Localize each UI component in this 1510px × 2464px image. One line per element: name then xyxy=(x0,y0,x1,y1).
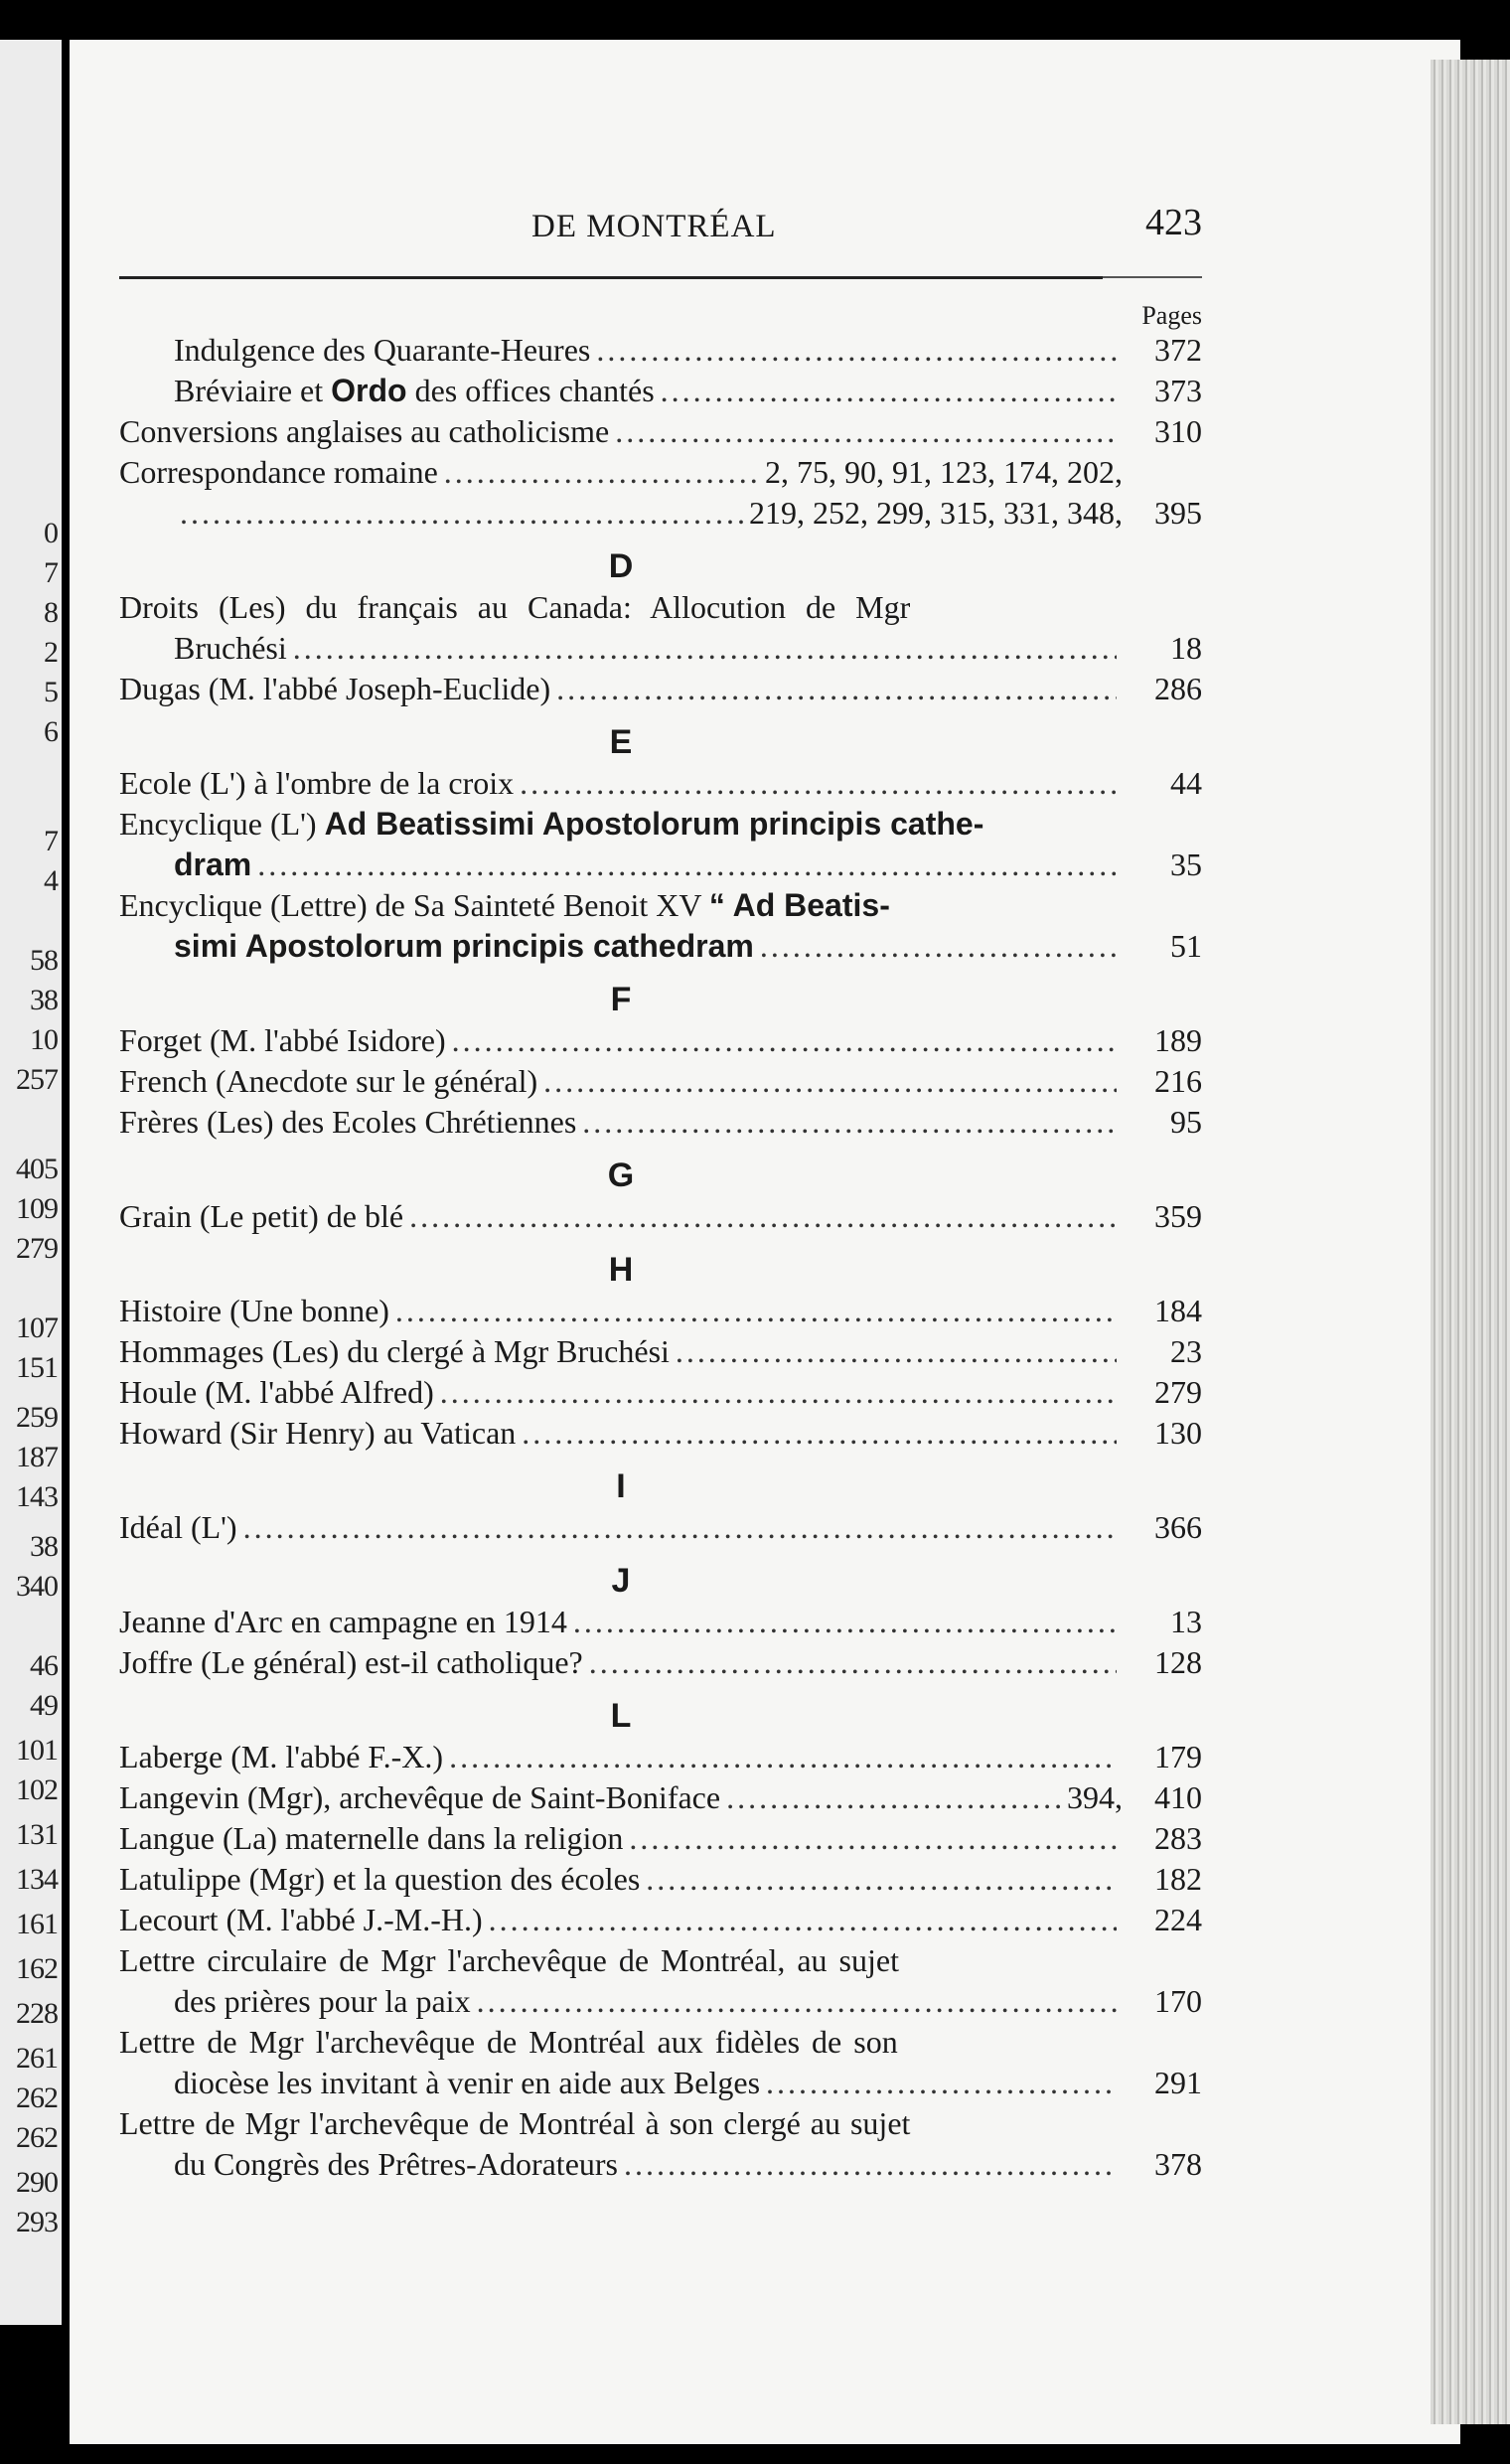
entry-page: 179 xyxy=(1154,1739,1202,1774)
entry-title: Idéal (L') xyxy=(119,1509,237,1545)
index-entry-continuation xyxy=(119,845,1202,885)
entry-title: Houle (M. l'abbé Alfred) xyxy=(119,1374,434,1410)
section-letter: E xyxy=(609,723,633,761)
entry-title: Lettre de Mgr l'archevêque de Montréal à son clergé au sujet xyxy=(119,2105,911,2141)
index-entry xyxy=(119,1940,1202,1981)
entry-title: simi Apostolorum principis cathedram xyxy=(174,928,754,964)
index-entry xyxy=(119,1900,1202,1940)
entry-page: 279 xyxy=(1154,1374,1202,1410)
running-title: DE MONTRÉAL xyxy=(531,209,777,244)
entry-title: Ecole (L') à l'ombre de la croix xyxy=(119,765,515,801)
entry-title: des prières pour la paix xyxy=(174,1983,471,2019)
previous-page-number: 107 xyxy=(16,1311,58,1344)
index-entry xyxy=(119,587,1202,628)
entry-title: Lettre de Mgr l'archevêque de Montréal aux fidèles de son xyxy=(119,2024,898,2060)
index-entry xyxy=(119,330,1202,371)
index-entry-continuation xyxy=(119,2144,1202,2185)
index-entry-continuation xyxy=(119,628,1202,669)
entry-title: diocèse les invitant à venir en aide aux Belges xyxy=(174,2065,761,2100)
page-number: 423 xyxy=(1145,202,1202,243)
entry-page: 410 xyxy=(1154,1779,1202,1815)
page-stack-edge xyxy=(1431,60,1510,2424)
entry-title: Grain (Le petit) de blé xyxy=(119,1198,404,1234)
entry-refs: 2, 75, 90, 91, 123, 174, 202, xyxy=(765,454,1123,490)
entry-page: 184 xyxy=(1154,1293,1202,1328)
leader-dots xyxy=(520,763,1117,804)
index-entry xyxy=(119,804,1202,845)
section-letter: F xyxy=(610,981,632,1018)
previous-page-number: 262 xyxy=(16,2081,58,2114)
leader-dots xyxy=(676,1331,1117,1372)
entry-title: Droits (Les) du français au Canada: Allocution de Mgr xyxy=(119,589,911,625)
previous-page-number: 6 xyxy=(44,715,58,748)
entry-page: 366 xyxy=(1154,1509,1202,1545)
previous-page-number: 187 xyxy=(16,1441,58,1473)
previous-page-number: 279 xyxy=(16,1232,58,1265)
leader-dots xyxy=(661,371,1117,411)
leader-dots xyxy=(440,1372,1117,1413)
index-entry xyxy=(119,1331,1202,1372)
previous-page-number: 259 xyxy=(16,1401,58,1434)
entry-page: 18 xyxy=(1170,630,1202,666)
previous-page-number: 151 xyxy=(16,1351,58,1384)
previous-page-number: 102 xyxy=(16,1773,58,1806)
index-entry xyxy=(119,452,1202,493)
leader-dots xyxy=(556,669,1117,709)
leader-dots xyxy=(180,493,743,534)
previous-page-number: 49 xyxy=(30,1689,58,1722)
page-header xyxy=(119,202,1202,258)
index-entry-continuation xyxy=(119,926,1202,967)
previous-page-number: 8 xyxy=(44,596,58,629)
index-entry-continuation xyxy=(119,1981,1202,2022)
index-entry xyxy=(119,1291,1202,1331)
leader-dots xyxy=(489,1900,1117,1940)
previous-page-number: 5 xyxy=(44,676,58,708)
section-letter: D xyxy=(608,547,634,585)
leader-dots xyxy=(573,1602,1117,1642)
index-entry xyxy=(119,1102,1202,1143)
previous-page-number: 262 xyxy=(16,2121,58,2154)
index-entry xyxy=(119,2022,1202,2063)
index-entry xyxy=(119,371,1202,411)
entry-page: 182 xyxy=(1154,1861,1202,1897)
entry-page: 216 xyxy=(1154,1063,1202,1099)
header-rule xyxy=(119,276,1103,279)
entry-title: Indulgence des Quarante-Heures xyxy=(174,332,591,368)
entry-title: Correspondance romaine xyxy=(119,454,438,490)
index-entry xyxy=(119,1737,1202,1777)
entry-title: Jeanne d'Arc en campagne en 1914 xyxy=(119,1604,567,1639)
entry-title: Frères (Les) des Ecoles Chrétiennes xyxy=(119,1104,577,1140)
entry-page: 189 xyxy=(1154,1022,1202,1058)
previous-page-number: 46 xyxy=(30,1649,58,1682)
entry-title: Conversions anglaises au catholicisme xyxy=(119,413,610,449)
previous-page-number: 101 xyxy=(16,1734,58,1767)
entry-page: 224 xyxy=(1154,1902,1202,1937)
entry-page: 310 xyxy=(1154,413,1202,449)
entry-page: 372 xyxy=(1154,332,1202,368)
previous-page-number: 257 xyxy=(16,1063,58,1096)
previous-page-number: 290 xyxy=(16,2166,58,2199)
leader-dots xyxy=(293,628,1117,669)
previous-page-number: 38 xyxy=(30,1530,58,1563)
entry-page: 44 xyxy=(1170,765,1202,801)
entry-title: Encyclique (Lettre) de Sa Sainteté Benoit XV “ Ad Beatis- xyxy=(119,887,890,923)
leader-dots xyxy=(766,2063,1117,2103)
index-entry xyxy=(119,1196,1202,1237)
entry-page: 373 xyxy=(1154,373,1202,408)
entry-page: 13 xyxy=(1170,1604,1202,1639)
leader-dots xyxy=(760,926,1117,967)
index-entry xyxy=(119,1372,1202,1413)
entry-page: 128 xyxy=(1154,1644,1202,1680)
entry-refs: 219, 252, 299, 315, 331, 348, xyxy=(749,495,1123,531)
index-entry xyxy=(119,1642,1202,1683)
previous-page-number: 131 xyxy=(16,1818,58,1851)
leader-dots xyxy=(243,1507,1117,1548)
index-entry-continuation xyxy=(119,2063,1202,2103)
entry-refs: 394, xyxy=(1067,1779,1123,1815)
header-rule-end xyxy=(1103,276,1202,278)
entry-title: Bruchési xyxy=(174,630,287,666)
leader-dots xyxy=(449,1737,1117,1777)
entry-page: 291 xyxy=(1154,2065,1202,2100)
entry-page: 283 xyxy=(1154,1820,1202,1856)
index-entry xyxy=(119,1507,1202,1548)
entry-title: Lecourt (M. l'abbé J.-M.-H.) xyxy=(119,1902,483,1937)
entry-title: Langue (La) maternelle dans la religion xyxy=(119,1820,624,1856)
entry-page: 395 xyxy=(1154,495,1202,531)
entry-title: Histoire (Une bonne) xyxy=(119,1293,389,1328)
previous-page-number: 10 xyxy=(30,1023,58,1056)
previous-page-number: 2 xyxy=(44,636,58,669)
leader-dots xyxy=(409,1196,1117,1237)
previous-page-number: 228 xyxy=(16,1997,58,2030)
index-entry xyxy=(119,1777,1202,1818)
index-entry xyxy=(119,1859,1202,1900)
leader-dots xyxy=(589,1642,1117,1683)
leader-dots xyxy=(477,1981,1117,2022)
entry-page: 359 xyxy=(1154,1198,1202,1234)
index-entry-continuation xyxy=(119,493,1202,534)
section-letter: L xyxy=(610,1697,632,1735)
index-entry xyxy=(119,885,1202,926)
previous-page-number: 293 xyxy=(16,2206,58,2238)
entry-title: Dugas (M. l'abbé Joseph-Euclide) xyxy=(119,671,551,706)
leader-dots xyxy=(629,1818,1117,1859)
entry-title: Bréviaire et Ordo des offices chantés xyxy=(174,373,655,408)
previous-page-number: 340 xyxy=(16,1570,58,1603)
index-entry xyxy=(119,1061,1202,1102)
entry-title: Latulippe (Mgr) et la question des écoles xyxy=(119,1861,641,1897)
leader-dots xyxy=(444,452,759,493)
previous-page-number: 7 xyxy=(44,825,58,857)
index-entry xyxy=(119,669,1202,709)
entry-title: du Congrès des Prêtres-Adorateurs xyxy=(174,2146,618,2182)
section-letter: G xyxy=(607,1156,635,1194)
entry-title: Forget (M. l'abbé Isidore) xyxy=(119,1022,446,1058)
leader-dots xyxy=(452,1020,1117,1061)
entry-title: Encyclique (L') Ad Beatissimi Apostolorum principis cathe- xyxy=(119,806,984,842)
entry-title: Howard (Sir Henry) au Vatican xyxy=(119,1415,517,1451)
entry-page: 378 xyxy=(1154,2146,1202,2182)
leader-dots xyxy=(582,1102,1117,1143)
previous-page-number: 4 xyxy=(44,864,58,897)
previous-page-number: 161 xyxy=(16,1908,58,1940)
section-letter: H xyxy=(608,1251,634,1289)
entry-title: Laberge (M. l'abbé F.-X.) xyxy=(119,1739,444,1774)
index-entry xyxy=(119,1413,1202,1454)
previous-page-number: 261 xyxy=(16,2042,58,2075)
index-entry xyxy=(119,2103,1202,2144)
previous-page-number: 58 xyxy=(30,944,58,977)
entry-title: Hommages (Les) du clergé à Mgr Bruchési xyxy=(119,1333,670,1369)
previous-page-number: 143 xyxy=(16,1480,58,1513)
previous-page-number: 109 xyxy=(16,1192,58,1225)
entry-page: 170 xyxy=(1154,1983,1202,2019)
leader-dots xyxy=(543,1061,1117,1102)
entry-page: 130 xyxy=(1154,1415,1202,1451)
previous-page-number: 405 xyxy=(16,1153,58,1185)
entry-title: Lettre circulaire de Mgr l'archevêque de Montréal, au sujet xyxy=(119,1942,899,1978)
previous-page-number: 162 xyxy=(16,1952,58,1985)
index-entry xyxy=(119,411,1202,452)
previous-page-number: 134 xyxy=(16,1863,58,1896)
leader-dots xyxy=(395,1291,1117,1331)
pages-column-label: Pages xyxy=(1141,301,1202,330)
leader-dots xyxy=(596,330,1117,371)
leader-dots xyxy=(615,411,1117,452)
entry-title: Joffre (Le général) est-il catholique? xyxy=(119,1644,583,1680)
leader-dots xyxy=(257,845,1117,885)
previous-page-number: 7 xyxy=(44,556,58,589)
index-entry xyxy=(119,1818,1202,1859)
index-entry xyxy=(119,763,1202,804)
entry-page: 35 xyxy=(1170,847,1202,882)
entry-title: French (Anecdote sur le général) xyxy=(119,1063,538,1099)
leader-dots xyxy=(726,1777,1061,1818)
leader-dots xyxy=(646,1859,1117,1900)
section-letter: I xyxy=(616,1467,626,1505)
entry-title: dram xyxy=(174,847,252,882)
entry-page: 23 xyxy=(1170,1333,1202,1369)
leader-dots xyxy=(522,1413,1117,1454)
previous-page-number: 0 xyxy=(44,517,58,549)
entry-page: 95 xyxy=(1170,1104,1202,1140)
leader-dots xyxy=(624,2144,1117,2185)
entry-page: 286 xyxy=(1154,671,1202,706)
index-entry xyxy=(119,1020,1202,1061)
entry-page: 51 xyxy=(1170,928,1202,964)
index-entry xyxy=(119,1602,1202,1642)
previous-page-number: 38 xyxy=(30,984,58,1016)
entry-title: Langevin (Mgr), archevêque de Saint-Boniface xyxy=(119,1779,721,1815)
index-list xyxy=(119,302,1202,2185)
section-letter: J xyxy=(611,1562,631,1600)
